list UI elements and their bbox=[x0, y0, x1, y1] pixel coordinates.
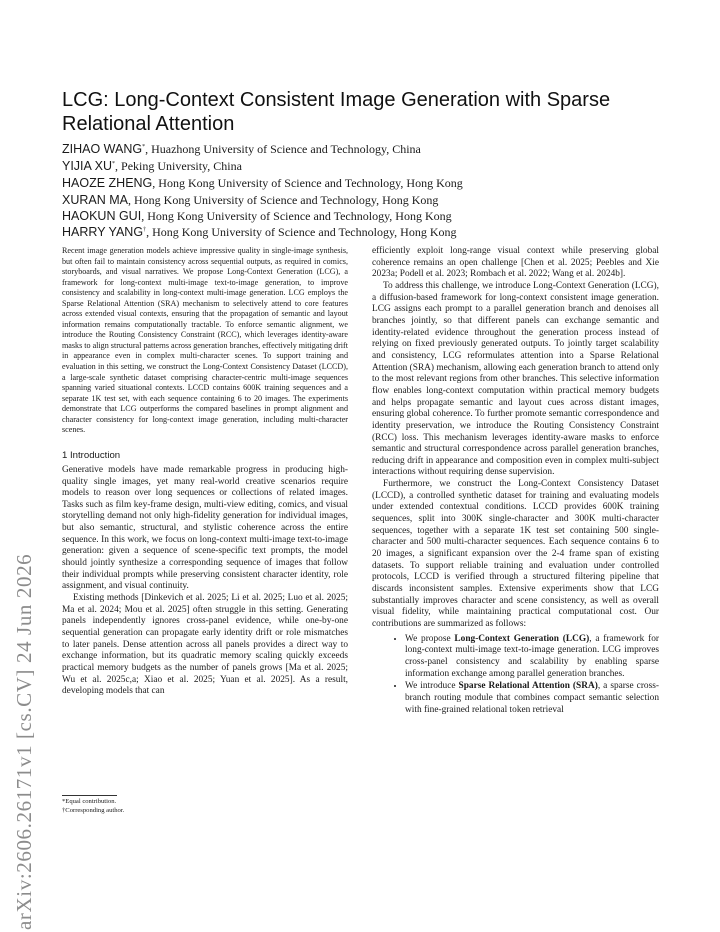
author-name: HAOKUN GUI bbox=[62, 209, 142, 223]
contributions-list bbox=[372, 633, 659, 717]
intro-paragraph: To address this challenge, we introduce Long-Context Generation (LCG), a diffusion-based framework for long-context consistent image generation. LCG assigns each prompt to a parallel generation branch and denoises all branches jointly, so that different panels can exchange semantic and identity-related evidence throughout the generation process instead of relying on fixed previously generated outputs. To jointly target scalability and consistency, LCG reformulates attention into a Sparse Relational Attention (SRA) mechanism, allowing each generation branch to attend only to the most relevant regions from other branches. This selective information flow enables long-context computation within practical memory budgets and helps propagate semantic and layout cues across distant images, ensuring global coherence. To further promote semantic correspondence and identity preservation, we introduce the Routing Consistency Constraint (RCC) loss. This mechanism leverages identity-aware masks to enforce semantic and structural correspondence across parallel generation branches, reducing drift in appearance and composition even in complex multi-subject interactions without requiring dense supervision. bbox=[372, 280, 659, 478]
right-column bbox=[372, 246, 659, 716]
arxiv-identifier-stamp: arXiv:2606.26171v1 [cs.CV] 24 Jun 2026 bbox=[12, 553, 36, 930]
author-name: YIJIA XU bbox=[62, 159, 113, 173]
paper-title: LCG: Long-Context Consistent Image Generation with Sparse Relational Attention bbox=[62, 89, 611, 135]
footnote: †Corresponding author. bbox=[62, 807, 125, 814]
intro-paragraph: Existing methods [Dinkevich et al. 2025; Li et al. 2025; Luo et al. 2025; Ma et al. 2024; Mou et al. 2025] often struggle in this setting. Generating panels independently ignores cross-panel evidence, while one-by-one sequential generation can propagate early identity drift or role mismatches to later panels. Dense attention across all panels provides a direct way to exchange information, but its quadratic memory scaling quickly exceeds practical memory budgets as the number of panels grows [Ma et al. 2025; Wu et al. 2025c,a; Xiao et al. 2025; Yuan et al. 2025]. As a result, developing models that can bbox=[62, 593, 348, 697]
list-item-lead: We propose bbox=[405, 633, 455, 644]
list-item-bold-term: Long-Context Generation (LCG) bbox=[454, 633, 590, 644]
left-column bbox=[62, 246, 348, 698]
author-affiliation: , Hong Kong University of Science and Technology, Hong Kong bbox=[127, 193, 439, 207]
author-name: HAOZE ZHENG bbox=[62, 176, 153, 190]
section-heading-introduction: 1 Introduction bbox=[62, 449, 121, 461]
author-name: XURAN MA bbox=[62, 193, 128, 207]
author-affiliation: , Huazhong University of Science and Technology, China bbox=[145, 142, 421, 156]
footnote-rule bbox=[62, 795, 117, 796]
intro-paragraph: Generative models have made remarkable progress in producing high-quality single images, yet many real-world creative scenarios require models to reason over long sequences or collections of related images. Tasks such as film key-frame design, multi-view editing, comics, and visual storytelling demand not only high-fidelity generation for individual images, but also semantic, structural, and stylistic coherence across the entire sequence. In this work, we focus on long-context multi-image text-to-image generation: given a sequence of scene-specific text prompts, the model should jointly synthesize a corresponding sequence of images that follow their individual prompts while preserving consistent character identity, role assignment, and visual continuity. bbox=[62, 464, 348, 592]
abstract: Recent image generation models achieve impressive quality in single-image synthesis, but often fail to maintain consistency across sequential outputs, as required in comics, storyboards, and visual narratives. We propose Long-Context Generation (LCG), a framework for long-context multi-image text-to-image generation, to improve consistency and scalability in long-context multi-image generation. LCG employs the Sparse Relational Attention (SRA) mechanism to selectively attend to core features across extended visual contexts, ensuring that the propagation of semantic and layout information remains computationally tractable. To enforce semantic alignment, we introduce the Routing Consistency Constraint (RCC), which leverages identity-aware masks to align structural patterns across generation branches, effectively mitigating drift in appearance even in complex multi-character scenes. To support training and evaluation in this setting, we construct the Long-Context Consistency Dataset (LCCD), a large-scale synthetic dataset comprising character-centric multi-image sequences spanning varied situational contexts. LCCD contains 600K training sequences and a separate 1K test set, with each sequence containing 6 to 20 images. The experiments demonstrate that LCG outperforms the compared baselines in prompt alignment and character consistency for long-context image generation, including multi-character scenes. bbox=[62, 246, 348, 435]
author-mark: * bbox=[142, 144, 146, 150]
list-item-lead: We introduce bbox=[405, 681, 459, 692]
author-name: ZIHAO WANG bbox=[62, 142, 143, 156]
author-line bbox=[62, 142, 421, 156]
list-item-text: , a framework for long-context multi-image text-to-image generation. LCG improves cross-panel consistency and scalability by enabling sparse information exchange among parallel generation branches. bbox=[405, 633, 659, 679]
list-item-text: , a sparse cross-branch routing module that combines compact semantic selection with fine-grained relational token retrieval bbox=[405, 681, 659, 715]
author-line bbox=[62, 159, 242, 173]
list-item bbox=[405, 680, 659, 716]
author-affiliation: , Hong Kong University of Science and Technology, Hong Kong bbox=[152, 176, 463, 190]
author-affiliation: , Hong Kong University of Science and Technology, Hong Kong bbox=[141, 209, 452, 223]
list-item bbox=[405, 633, 659, 681]
intro-paragraph: Furthermore, we construct the Long-Context Consistency Dataset (LCCD), a controlled synthetic dataset for training and evaluating models under extended contextual conditions. LCCD provides 600K training sequences, split into 300K single-character and 300K multi-character sequences, together with a separate 1K test set containing 500 single-character and 500 multi-character sequences. Each sequence contains 6 to 20 images, a significant expansion over the 2-4 frame span of existing datasets. To support reliable training and evaluation under controlled protocols, LCCD is verified through a structured filtering pipeline that discards inconsistent samples. Extensive experiments show that LCG substantially improves character and scene consistency, as well as overall visual fidelity, while maintaining practical computational cost. Our contributions are summarized as follows: bbox=[372, 479, 659, 629]
author-mark: * bbox=[112, 161, 116, 167]
author-line bbox=[62, 176, 463, 190]
author-affiliation: , Peking University, China bbox=[115, 159, 242, 173]
intro-paragraph: efficiently exploit long-range visual context while preserving global coherence remains an open challenge [Chen et al. 2025; Peebles and Xie 2023a; Podell et al. 2023; Rombach et al. 2022; Wang et al. 2024b]. bbox=[372, 246, 659, 280]
footnote: *Equal contribution. bbox=[62, 798, 117, 805]
author-name: HARRY YANG bbox=[62, 225, 144, 239]
author-affiliation: , Hong Kong University of Science and Technology, Hong Kong bbox=[146, 225, 457, 239]
list-item-bold-term: Sparse Relational Attention (SRA) bbox=[458, 681, 598, 692]
author-line bbox=[62, 193, 438, 207]
author-mark: † bbox=[143, 227, 147, 233]
author-line bbox=[62, 225, 457, 239]
author-line bbox=[62, 209, 452, 223]
